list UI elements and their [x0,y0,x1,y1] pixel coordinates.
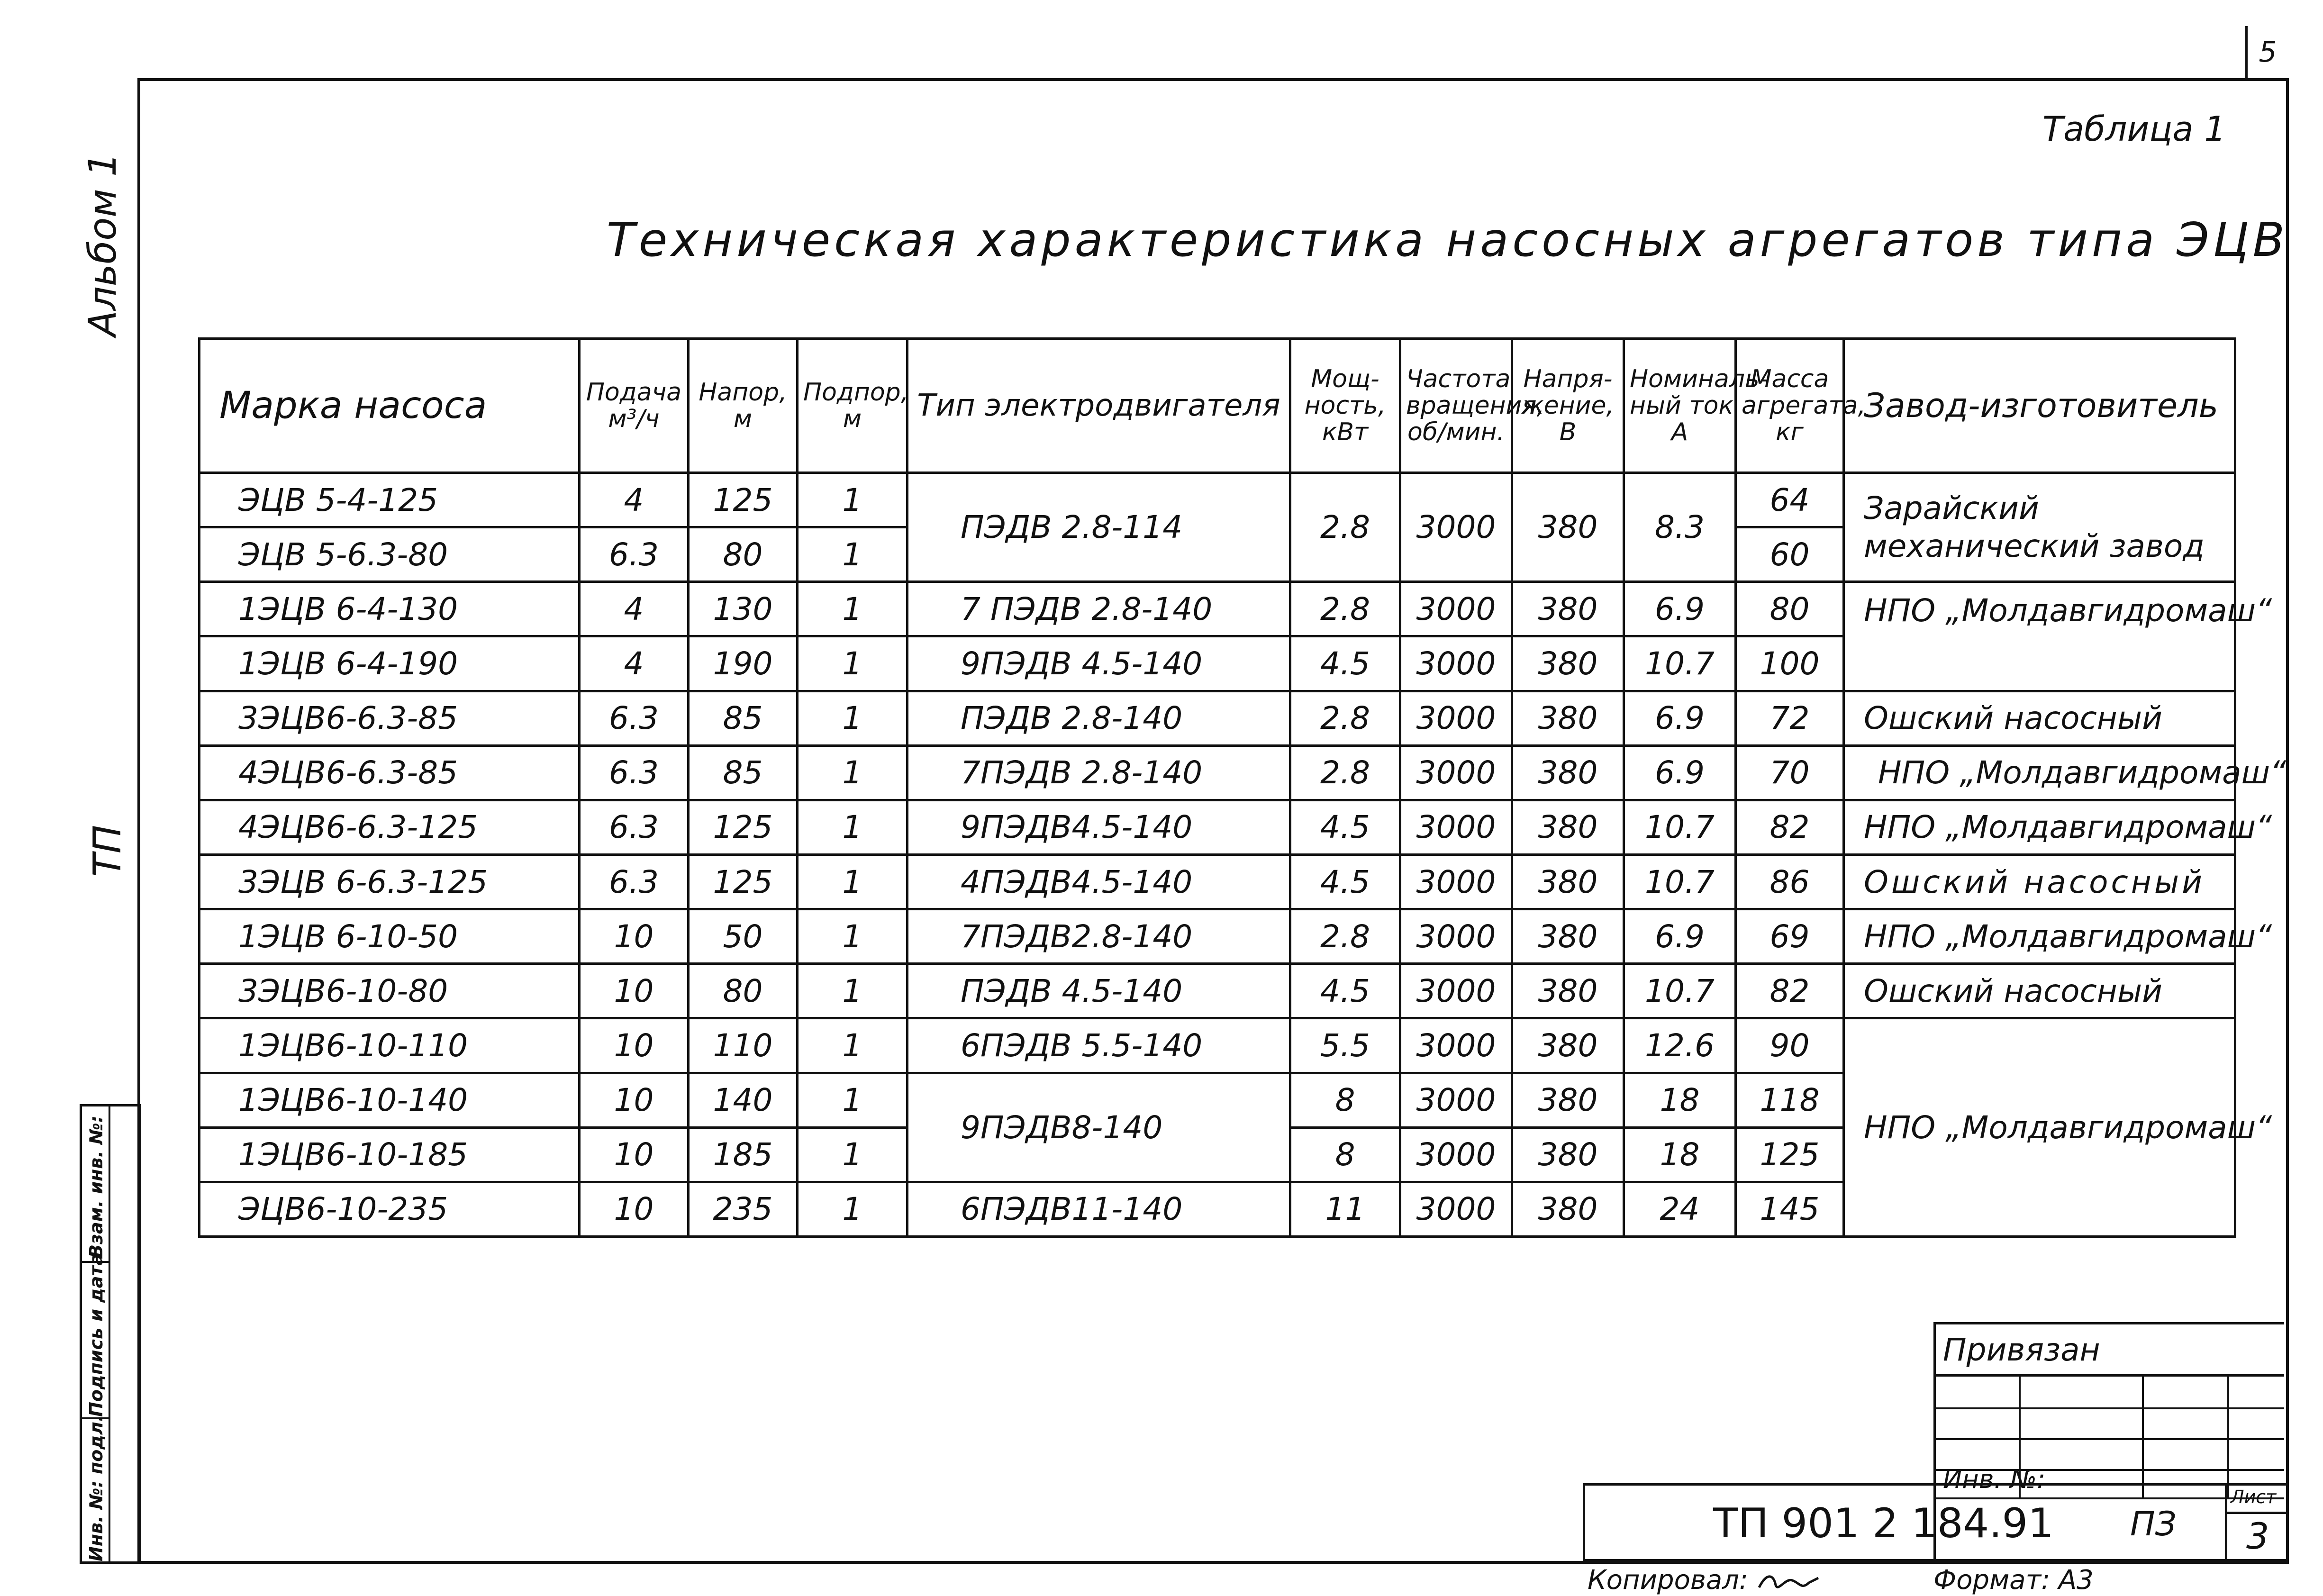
cell-plant: НПО „Молдавгидромаш“ [1844,745,2235,800]
cell-flow: 6.3 [580,800,689,854]
cell-motor: 7ПЭДВ 2.8-140 [907,745,1290,800]
page-title: Техническая характеристика насосных агрегатов типа ЭЦВ [607,213,2288,267]
cell-flow: 6.3 [580,745,689,800]
cell-mass: 82 [1736,964,1844,1018]
header-mark: Марка насоса [200,339,580,473]
cell-backpressure: 1 [798,800,907,854]
cell-voltage: 380 [1512,691,1624,745]
cell-backpressure: 1 [798,691,907,745]
cell-motor: 9ПЭДВ8-140 [907,1073,1290,1182]
cell-motor: 9ПЭДВ 4.5-140 [907,636,1290,691]
table-row [200,745,2235,800]
cell-speed: 3000 [1400,800,1512,854]
cell-current: 10.7 [1624,964,1736,1018]
cell-backpressure: 1 [798,527,907,582]
cell-power: 11 [1290,1182,1400,1236]
cell-motor: 9ПЭДВ4.5-140 [907,800,1290,854]
cell-current: 24 [1624,1182,1736,1236]
side-label-replaced-inv: Взам. инв. №: [86,1115,107,1258]
cell-power: 2.8 [1290,691,1400,745]
table-header-row [200,339,2235,473]
cell-backpressure: 1 [798,1182,907,1236]
page-number: 5 [2245,26,2288,81]
cell-power: 4.5 [1290,636,1400,691]
header-backpressure: Подпор, м [798,339,907,473]
format-label: Формат: А3 [1933,1565,2094,1596]
table-row [200,964,2235,1018]
title-block [1583,1483,2289,1561]
cell-mark: 1ЭЦВ 6-4-130 [200,582,580,636]
cell-speed: 3000 [1400,964,1512,1018]
cell-current: 6.9 [1624,909,1736,964]
cell-head: 235 [689,1182,798,1236]
cell-mass: 82 [1736,800,1844,854]
cell-mass: 145 [1736,1182,1844,1236]
header-motor: Тип электродвигателя [907,339,1290,473]
cell-flow: 10 [580,909,689,964]
cell-current: 10.7 [1624,800,1736,854]
cell-mass: 64 [1736,473,1844,527]
cell-power: 4.5 [1290,854,1400,909]
cell-mass: 118 [1736,1073,1844,1127]
table-row [200,854,2235,909]
cell-backpressure: 1 [798,473,907,527]
cell-backpressure: 1 [798,1073,907,1127]
cell-head: 80 [689,527,798,582]
cell-flow: 6.3 [580,691,689,745]
cell-backpressure: 1 [798,745,907,800]
cell-power: 2.8 [1290,473,1400,582]
cell-head: 50 [689,909,798,964]
cell-head: 80 [689,964,798,1018]
table-row [200,473,2235,527]
cell-motor: 4ПЭДВ4.5-140 [907,854,1290,909]
cell-flow: 10 [580,1182,689,1236]
cell-mass: 90 [1736,1018,1844,1073]
cell-voltage: 380 [1512,800,1624,854]
header-speed: Частота вращения, об/мин. [1400,339,1512,473]
cell-head: 85 [689,745,798,800]
cell-mark: 1ЭЦВ6-10-140 [200,1073,580,1127]
table-row [200,909,2235,964]
cell-flow: 10 [580,964,689,1018]
header-power: Мощ- ность, кВт [1290,339,1400,473]
cell-backpressure: 1 [798,1018,907,1073]
table-number: Таблица 1 [2042,109,2226,149]
cell-speed: 3000 [1400,745,1512,800]
cell-head: 125 [689,800,798,854]
cell-voltage: 380 [1512,745,1624,800]
cell-head: 125 [689,854,798,909]
sheet-label: Лист [2231,1487,2277,1507]
cell-speed: 3000 [1400,1127,1512,1182]
cell-power: 2.8 [1290,909,1400,964]
cell-motor: ПЭДВ 4.5-140 [907,964,1290,1018]
cell-speed: 3000 [1400,636,1512,691]
cell-backpressure: 1 [798,854,907,909]
cell-voltage: 380 [1512,1073,1624,1127]
cell-plant: НПО „Молдавгидромаш“ [1844,582,2235,691]
album-label: Альбом 1 [81,153,125,336]
cell-current: 6.9 [1624,745,1736,800]
side-label-signature-date: Подпись и дата [86,1253,107,1417]
cell-plant: НПО „Молдавгидромаш“ [1844,909,2235,964]
copier-signature [1757,1569,1828,1595]
cell-voltage: 380 [1512,473,1624,582]
cell-power: 4.5 [1290,800,1400,854]
stamp-inv-no: Инв. №: [1943,1464,2046,1494]
cell-speed: 3000 [1400,582,1512,636]
cell-flow: 10 [580,1127,689,1182]
header-voltage: Напря- жение, В [1512,339,1624,473]
cell-voltage: 380 [1512,636,1624,691]
header-plant: Завод-изготовитель [1844,339,2235,473]
cell-motor: 6ПЭДВ11-140 [907,1182,1290,1236]
cell-power: 8 [1290,1073,1400,1127]
cell-flow: 10 [580,1018,689,1073]
cell-flow: 4 [580,636,689,691]
header-head: Напор, м [689,339,798,473]
cell-backpressure: 1 [798,582,907,636]
cell-head: 185 [689,1127,798,1182]
header-mass: Масса агрегата, кг [1736,339,1844,473]
cell-motor: ПЭДВ 2.8-140 [907,691,1290,745]
cell-current: 12.6 [1624,1018,1736,1073]
cell-flow: 6.3 [580,854,689,909]
stamp-privyazan: Привязан [1943,1332,2100,1368]
cell-head: 140 [689,1073,798,1127]
cell-plant: Ошский насосный [1844,691,2235,745]
cell-mass: 100 [1736,636,1844,691]
cell-speed: 3000 [1400,1182,1512,1236]
cell-head: 85 [689,691,798,745]
cell-mark: 4ЭЦВ6-6.3-85 [200,745,580,800]
cell-mark: 1ЭЦВ6-10-185 [200,1127,580,1182]
pump-spec-table [198,337,2287,1238]
cell-voltage: 380 [1512,854,1624,909]
cell-mass: 86 [1736,854,1844,909]
cell-motor: 7ПЭДВ2.8-140 [907,909,1290,964]
cell-power: 5.5 [1290,1018,1400,1073]
cell-mass: 69 [1736,909,1844,964]
cell-plant: Ошский насосный [1844,854,2235,909]
cell-mark: 3ЭЦВ6-6.3-85 [200,691,580,745]
cell-mark: ЭЦВ 5-4-125 [200,473,580,527]
cell-mark: 4ЭЦВ6-6.3-125 [200,800,580,854]
document-section: ПЗ [2130,1505,2177,1543]
cell-flow: 10 [580,1073,689,1127]
cell-speed: 3000 [1400,691,1512,745]
cell-motor: 6ПЭДВ 5.5-140 [907,1018,1290,1073]
cell-power: 4.5 [1290,964,1400,1018]
cell-plant: Зарайский механический завод [1844,473,2235,582]
cell-flow: 4 [580,582,689,636]
cell-speed: 3000 [1400,473,1512,582]
tp-label: ТП [85,825,129,877]
side-label-inv-orig: Инв. №: подл. [86,1415,107,1561]
cell-power: 2.8 [1290,582,1400,636]
cell-current: 10.7 [1624,636,1736,691]
cell-mass: 72 [1736,691,1844,745]
cell-mark: 1ЭЦВ 6-10-50 [200,909,580,964]
cell-power: 8 [1290,1127,1400,1182]
cell-mark: 1ЭЦВ6-10-110 [200,1018,580,1073]
cell-flow: 6.3 [580,527,689,582]
cell-mass: 60 [1736,527,1844,582]
sheet-number: 3 [2246,1515,2269,1557]
cell-mark: 1ЭЦВ 6-4-190 [200,636,580,691]
cell-plant: Ошский насосный [1844,964,2235,1018]
cell-motor: ПЭДВ 2.8-114 [907,473,1290,582]
cell-speed: 3000 [1400,1018,1512,1073]
cell-mark: ЭЦВ 5-6.3-80 [200,527,580,582]
cell-current: 18 [1624,1073,1736,1127]
cell-mass: 70 [1736,745,1844,800]
cell-mark: ЭЦВ6-10-235 [200,1182,580,1236]
cell-head: 190 [689,636,798,691]
cell-current: 8.3 [1624,473,1736,582]
cell-backpressure: 1 [798,909,907,964]
cell-head: 130 [689,582,798,636]
cell-speed: 3000 [1400,854,1512,909]
cell-speed: 3000 [1400,909,1512,964]
cell-mark: 3ЭЦВ 6-6.3-125 [200,854,580,909]
table-row [200,1018,2235,1073]
side-signature-strip [80,1104,141,1564]
cell-speed: 3000 [1400,1073,1512,1127]
table-row [200,691,2235,745]
cell-mass: 125 [1736,1127,1844,1182]
cell-current: 6.9 [1624,691,1736,745]
cell-voltage: 380 [1512,582,1624,636]
cell-mark: 3ЭЦВ6-10-80 [200,964,580,1018]
copied-label: Копировал: [1588,1565,1828,1596]
cell-plant: НПО „Молдавгидромаш“ [1844,1018,2235,1237]
cell-backpressure: 1 [798,636,907,691]
header-flow: Подача м³/ч [580,339,689,473]
cell-current: 10.7 [1624,854,1736,909]
cell-head: 125 [689,473,798,527]
document-code: ТП 901 2 184.91 [1713,1500,2054,1547]
cell-voltage: 380 [1512,1182,1624,1236]
cell-flow: 4 [580,473,689,527]
cell-backpressure: 1 [798,1127,907,1182]
table-row [200,582,2235,636]
cell-voltage: 380 [1512,909,1624,964]
cell-current: 6.9 [1624,582,1736,636]
cell-mass: 80 [1736,582,1844,636]
cell-head: 110 [689,1018,798,1073]
cell-backpressure: 1 [798,964,907,1018]
cell-power: 2.8 [1290,745,1400,800]
cell-motor: 7 ПЭДВ 2.8-140 [907,582,1290,636]
cell-voltage: 380 [1512,964,1624,1018]
cell-current: 18 [1624,1127,1736,1182]
cell-voltage: 380 [1512,1127,1624,1182]
cell-voltage: 380 [1512,1018,1624,1073]
table-row [200,800,2235,854]
cell-plant: НПО „Молдавгидромаш“ [1844,800,2235,854]
header-current: Номиналь- ный ток А [1624,339,1736,473]
